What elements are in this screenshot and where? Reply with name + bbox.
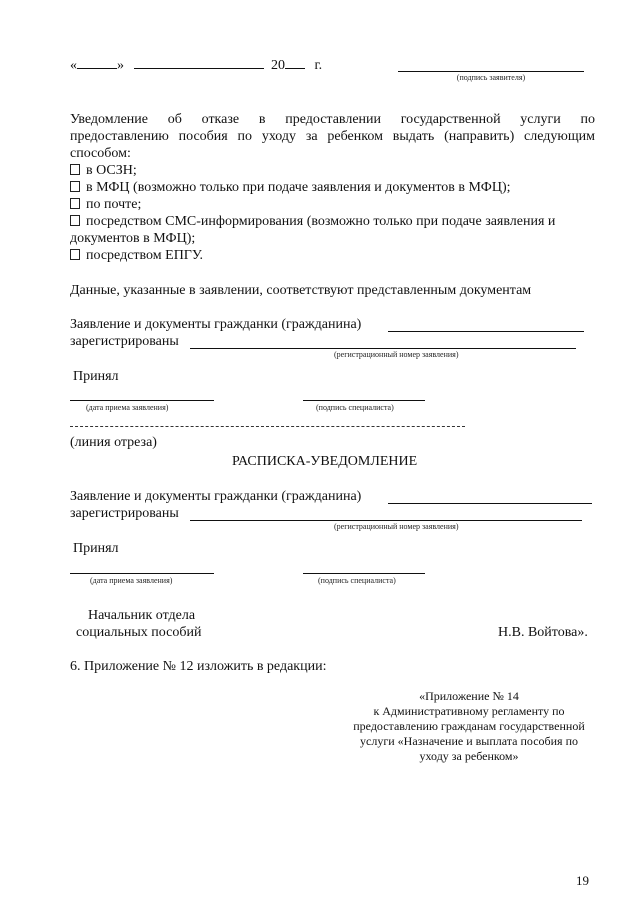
date-line	[70, 58, 322, 74]
notice-line-2: предоставлению пособия по уходу за ребенком выдать (направить) следующим	[70, 129, 595, 144]
receipt-docs-label: Заявление и документы гражданки (гражданина)	[70, 489, 362, 504]
receipt-reg-number-caption: (регистрационный номер заявления)	[334, 522, 459, 531]
checkbox-icon[interactable]	[70, 249, 80, 260]
reg-number-line	[190, 348, 576, 349]
checkbox-icon[interactable]	[70, 181, 80, 192]
receipt-accepted-label: Принял	[73, 541, 119, 556]
appendix-header	[338, 689, 600, 764]
option-sms[interactable]	[70, 214, 555, 230]
option-sms-continuation: документов в МФЦ);	[70, 231, 196, 246]
registered-label: зарегистрированы	[70, 334, 179, 349]
appendix-line-4: услуги «Назначение и выплата пособия по	[360, 734, 578, 748]
specialist-signature-line	[303, 400, 425, 401]
checkbox-icon[interactable]	[70, 198, 80, 209]
receipt-title: РАСПИСКА-УВЕДОМЛЕНИЕ	[232, 454, 418, 469]
signatory-name: Н.В. Войтова».	[498, 625, 588, 640]
year-suffix: г.	[314, 58, 323, 73]
tear-line-label: (линия отреза)	[70, 435, 157, 450]
date-quote-close: »	[117, 58, 124, 73]
item-6: 6. Приложение № 12 изложить в редакции:	[70, 659, 327, 674]
applicant-signature-caption: (подпись заявителя)	[456, 73, 526, 82]
applicant-signature-line	[398, 71, 584, 72]
receipt-reg-number-line	[190, 520, 582, 521]
year-prefix: 20	[271, 58, 285, 73]
accepted-label: Принял	[73, 369, 119, 384]
reg-number-caption: (регистрационный номер заявления)	[334, 350, 459, 359]
option-sms-label: посредством СМС-информирования (возможно только при подаче заявления и	[86, 214, 556, 229]
option-mfc[interactable]	[70, 180, 511, 196]
year-blank	[285, 68, 305, 69]
month-blank	[134, 68, 264, 69]
citizen-name-line	[388, 331, 584, 332]
receipt-specialist-signature-caption: (подпись специалиста)	[318, 576, 396, 585]
day-blank	[77, 68, 117, 69]
appendix-line-1: «Приложение № 14	[419, 689, 519, 703]
appendix-line-5: уходу за ребенком»	[419, 749, 519, 763]
docs-label: Заявление и документы гражданки (гражданина)	[70, 317, 362, 332]
option-mfc-label: в МФЦ (возможно только при подаче заявления и документов в МФЦ);	[86, 180, 511, 195]
option-epgu[interactable]	[70, 248, 203, 264]
option-oszn[interactable]	[70, 163, 137, 179]
signatory-title-line-1: Начальник отдела	[88, 608, 196, 623]
specialist-signature-caption: (подпись специалиста)	[316, 403, 394, 412]
receipt-date-line	[70, 400, 214, 401]
receipt-receipt-date-caption: (дата приема заявления)	[90, 576, 173, 585]
appendix-line-2: к Административному регламенту по	[373, 704, 565, 718]
date-quote-open: «	[70, 58, 77, 73]
tear-line	[70, 426, 465, 427]
appendix-line-3: предоставлению гражданам государственной	[353, 719, 585, 733]
checkbox-icon[interactable]	[70, 215, 80, 226]
receipt-date-caption: (дата приема заявления)	[86, 403, 169, 412]
receipt-specialist-signature-line	[303, 573, 425, 574]
signatory-title-line-2: социальных пособий	[76, 625, 202, 640]
option-post-label: по почте;	[86, 197, 142, 212]
checkbox-icon[interactable]	[70, 164, 80, 175]
receipt-citizen-name-line	[388, 503, 592, 504]
data-matches-statement: Данные, указанные в заявлении, соответствуют представленным документам	[70, 283, 532, 298]
option-epgu-label: посредством ЕПГУ.	[86, 248, 204, 263]
page-number: 19	[576, 873, 589, 888]
option-post[interactable]	[70, 197, 141, 213]
notice-line-1: Уведомление об отказе в предоставлении государственной услуги по	[70, 112, 595, 127]
receipt-registered-label: зарегистрированы	[70, 506, 179, 521]
receipt-receipt-date-line	[70, 573, 214, 574]
notice-line-3: способом:	[70, 146, 131, 161]
option-oszn-label: в ОСЗН;	[86, 163, 137, 178]
